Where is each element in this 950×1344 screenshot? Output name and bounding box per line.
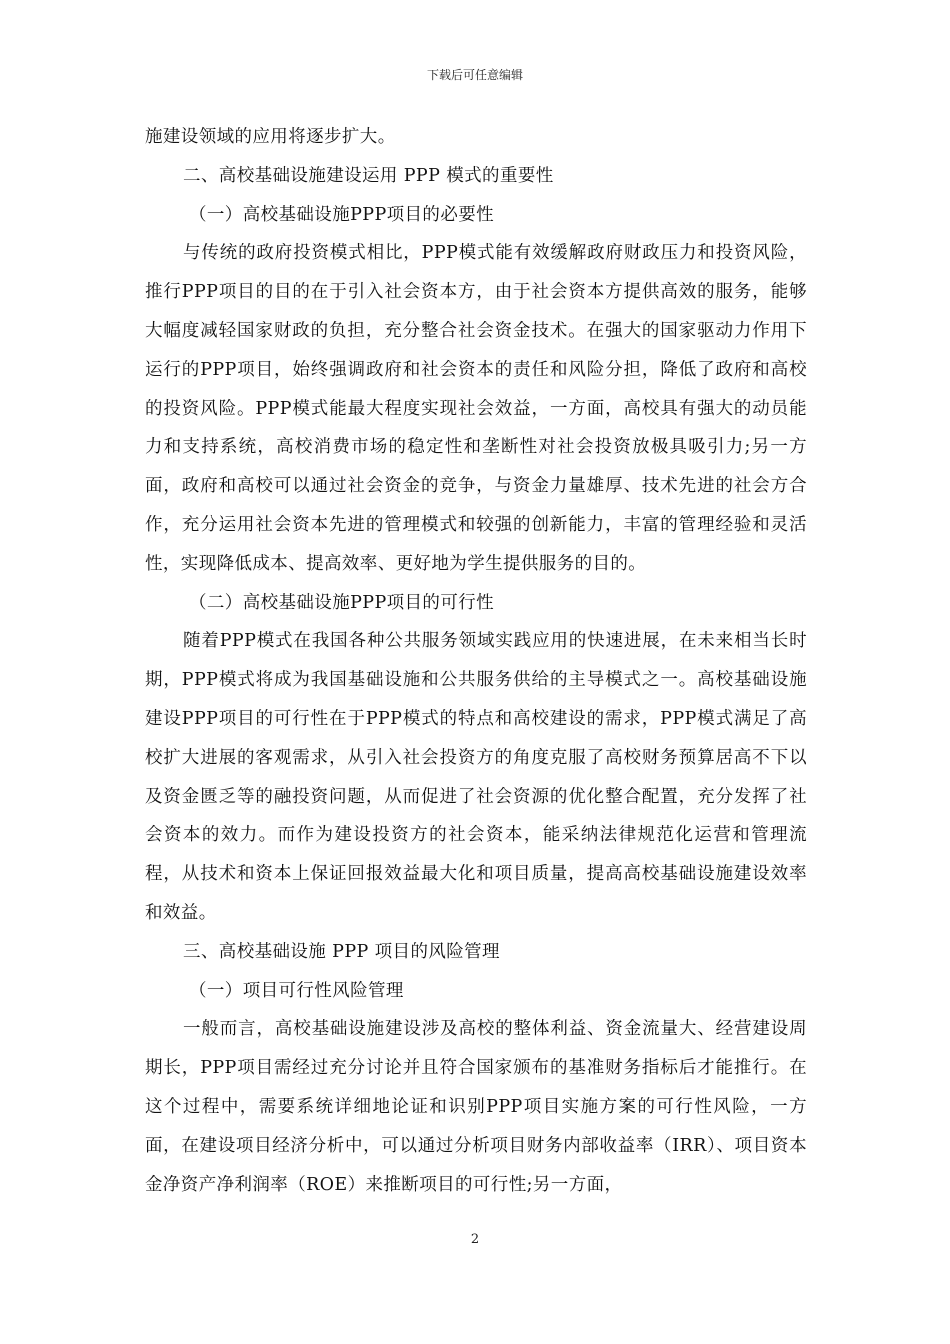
document-body [145,118,807,1204]
page-number: 2 [470,1232,480,1247]
body-paragraph: 与传统的政府投资模式相比，PPP模式能有效缓解政府财政压力和投资风险，推行PPP项目的目的在于引入社会资本方，由于社会资本方提供高效的服务，能够大幅度减轻国家财政的负担，充分整合社会资金技术。在强大的国家驱动力作用下运行的PPP项目，始终强调政府和社会资本的责任和风险分担，降低了政府和高校的投资风险。PPP模式能最大程度实现社会效益，一方面，高校具有强大的动员能力和支持系统，高校消费市场的稳定性和垄断性对社会投资放极具吸引力;另一方面，政府和高校可以通过社会资金的竞争，与资金力量雄厚、技术先进的社会方合作，充分运用社会资本先进的管理模式和较强的创新能力，丰富的管理经验和灵活性，实现降低成本、提高效率、更好地为学生提供服务的目的。 [145,243,807,574]
section-heading: 二、高校基础设施建设运用 PPP 模式的重要性 [183,165,554,186]
body-paragraph: 随着PPP模式在我国各种公共服务领域实践应用的快速进展，在未来相当长时期，PPP模式将成为我国基础设施和公共服务供给的主导模式之一。高校基础设施建设PPP项目的可行性在于PPP模式的特点和高校建设的需求，PPP模式满足了高校扩大进展的客观需求，从引入社会投资方的角度克服了高校财务预算居高不下以及资金匮乏等的融投资问题，从而促进了社会资源的优化整合配置，充分发挥了社会资本的效力。而作为建设投资方的社会资本，能采纳法律规范化运营和管理流程，从技术和资本上保证回报效益最大化和项目质量，提高高校基础设施建设效率和效益。 [145,631,807,923]
subsection-heading: （一）高校基础设施PPP项目的必要性 [189,204,495,225]
paragraph-continuation: 施建设领域的应用将逐步扩大。 [145,127,396,147]
subsection-heading: （二）高校基础设施PPP项目的可行性 [189,592,495,613]
section-heading: 三、高校基础设施 PPP 项目的风险管理 [183,941,500,962]
subsection-heading: （一）项目可行性风险管理 [189,980,404,1001]
body-paragraph: 一般而言，高校基础设施建设涉及高校的整体利益、资金流量大、经营建设周期长，PPP项目需经过充分讨论并且符合国家颁布的基准财务指标后才能推行。在这个过程中，需要系统详细地论证和识别PPP项目实施方案的可行性风险，一方面，在建设项目经济分析中，可以通过分析项目财务内部收益率（IRR）、项目资本金净资产净利润率（ROE）来推断项目的可行性;另一方面， [145,1019,807,1195]
page-header: 下载后可任意编辑 [426,68,523,82]
